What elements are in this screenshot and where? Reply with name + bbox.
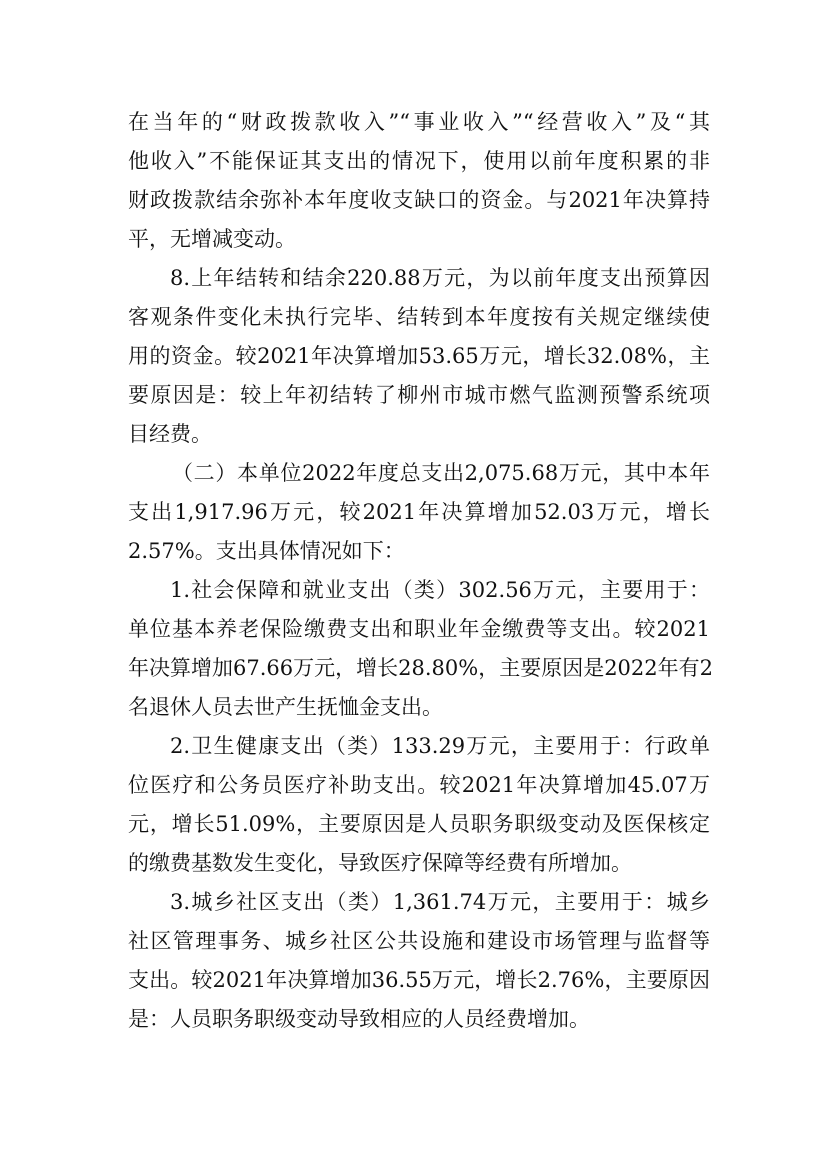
- paragraph-line: 名退休人员去世产生抚恤金支出。: [128, 695, 443, 719]
- paragraph-line: 用的资金。较2021年决算增加53.65万元，增长32.08%，主: [128, 344, 710, 368]
- paragraph-line: 目经费。: [128, 422, 212, 446]
- paragraph-line: 是：人员职务职级变动导致相应的人员经费增加。: [128, 1007, 590, 1031]
- paragraph-line: 支出。较2021年决算增加36.55万元，增长2.76%，主要原因: [128, 968, 710, 992]
- section-heading-line: （二）本单位2022年度总支出2,075.68万元，其中本年: [172, 461, 710, 485]
- paragraph-line: 2.57%。支出具体情况如下：: [128, 539, 405, 563]
- paragraph-line: 客观条件变化未执行完毕、结转到本年度按有关规定继续使: [128, 305, 710, 329]
- paragraph-line: 8.上年结转和结余220.88万元，为以前年度支出预算因: [170, 266, 710, 290]
- paragraph-line: 财政拨款结余弥补本年度收支缺口的资金。与2021年决算持: [128, 188, 710, 212]
- paragraph-line: 单位基本养老保险缴费支出和职业年金缴费等支出。较2021: [128, 617, 710, 641]
- paragraph-line: 他收入”不能保证其支出的情况下，使用以前年度积累的非: [128, 149, 710, 173]
- paragraph-line: 1.社会保障和就业支出（类）302.56万元，主要用于：: [170, 578, 710, 602]
- paragraph-line: 3.城乡社区支出（类）1,361.74万元，主要用于：城乡: [170, 890, 710, 914]
- paragraph-line: 年决算增加67.66万元，增长28.80%，主要原因是2022年有2: [128, 656, 713, 680]
- paragraph-line: 位医疗和公务员医疗补助支出。较2021年决算增加45.07万: [128, 773, 710, 797]
- paragraph-line: 在当年的“财政拨款收入”“事业收入”“经营收入”及“其: [128, 110, 710, 134]
- paragraph-line: 2.卫生健康支出（类）133.29万元，主要用于：行政单: [170, 734, 710, 758]
- paragraph-line: 支出1,917.96万元，较2021年决算增加52.03万元，增长: [128, 500, 710, 524]
- paragraph-line: 的缴费基数发生变化，导致医疗保障等经费有所增加。: [128, 851, 632, 875]
- paragraph-line: 元，增长51.09%，主要原因是人员职务职级变动及医保核定: [128, 812, 710, 836]
- paragraph-line: 社区管理事务、城乡社区公共设施和建设市场管理与监督等: [128, 929, 710, 953]
- paragraph-line: 要原因是：较上年初结转了柳州市城市燃气监测预警系统项: [128, 383, 710, 407]
- paragraph-line: 平，无增减变动。: [128, 227, 296, 251]
